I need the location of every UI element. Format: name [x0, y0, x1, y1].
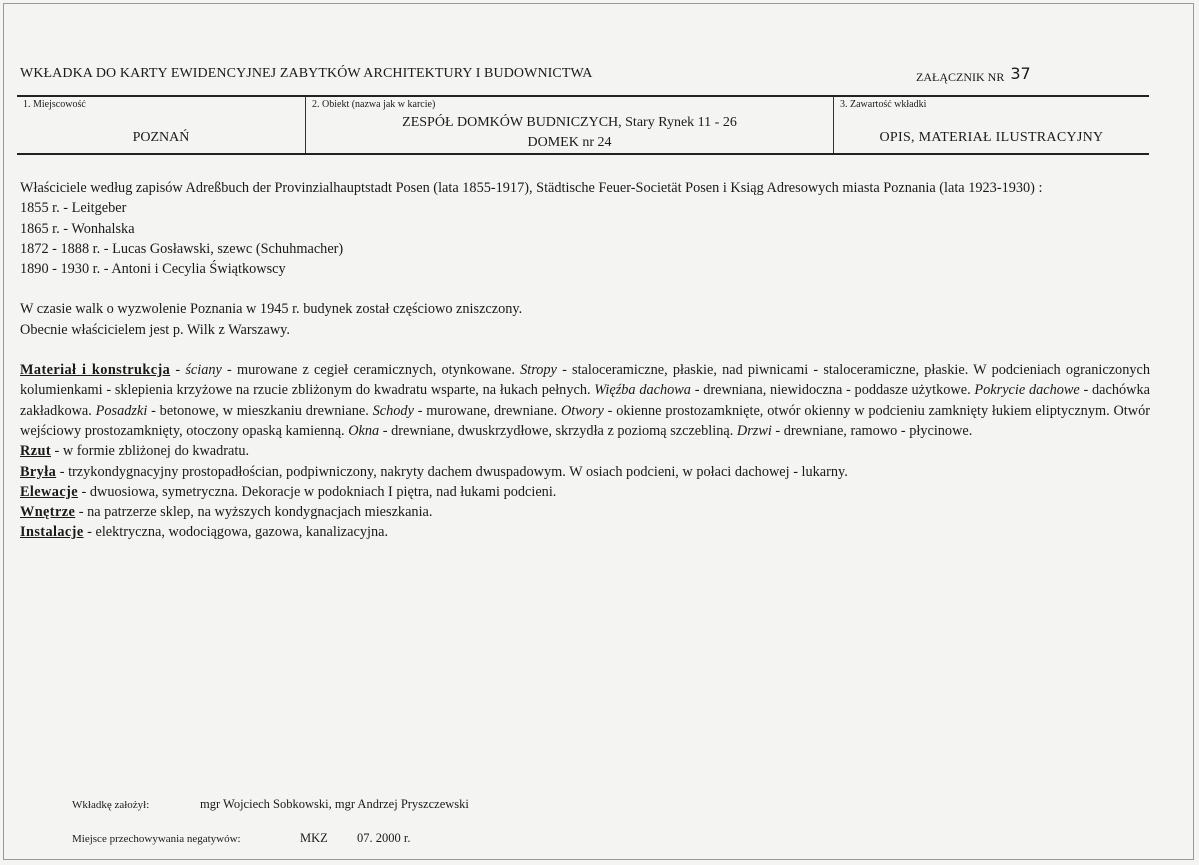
section-heading: Instalacje: [20, 524, 84, 541]
owner-entry: 1872 - 1888 r. - Lucas Gosławski, szewc (Schuhmacher): [20, 240, 344, 257]
section-text: - trzykondygnacyjny prostopadłościan, podpiwniczony, nakryty dachem dwuspadowym. W osiach podcieni, w połaci dachowej - lukarny.: [56, 463, 848, 480]
object-label: 2. Obiekt (nazwa jak w karcie): [312, 99, 436, 110]
material-term: Okna: [348, 422, 380, 439]
section-heading: Elewacje: [20, 483, 78, 500]
annex-label: ZAŁĄCZNIK NR: [916, 70, 1005, 84]
footer-storage: [72, 831, 411, 846]
material-term: Więźba dachowa: [594, 382, 691, 399]
content-label: 3. Zawartość wkładki: [840, 99, 927, 110]
material-text: - dachówka zakładkowa.: [20, 382, 1150, 419]
section-text: - dwuosiowa, symetryczna. Dekoracje w podokniach I piętra, nad łukami podcieni.: [77, 483, 557, 500]
material-text: - okienne prostozamknięte, otwór okienny w podcieniu zamknięty łukiem eliptycznym. Otwór wejściowy prostozamknięty, otoczony opaską kamienną.: [20, 402, 1151, 439]
material-term: ściany: [185, 362, 222, 379]
footer-author: [72, 797, 469, 812]
section-rzut: [20, 441, 1150, 461]
material-text: -: [170, 362, 186, 379]
document-title: WKŁADKA DO KARTY EWIDENCYJNEJ ZABYTKÓW ARCHITEKTURY I BUDOWNICTWA: [20, 66, 593, 81]
material-term: Stropy: [520, 362, 557, 379]
object-value-line2: DOMEK nr 24: [527, 135, 612, 150]
section-heading: Wnętrze: [20, 504, 76, 521]
owner-entry: 1890 - 1930 r. - Antoni i Cecylia Świątkowscy: [20, 261, 286, 278]
annex-number: [916, 66, 1031, 85]
material-text: - murowane z cegieł ceramicznych, otynkowane.: [221, 362, 521, 379]
history-line: Obecnie właścicielem jest p. Wilk z Warszawy.: [20, 321, 290, 338]
author-label: Wkładkę założył:: [72, 799, 150, 811]
section-text: - elektryczna, wodociągowa, gazowa, kanalizacyjna.: [83, 524, 389, 541]
material-text: - betonowe, w mieszkaniu drewniane.: [147, 402, 373, 419]
section-wnetrze: [20, 502, 1150, 522]
section-heading: Bryła: [20, 463, 57, 480]
material-text: - murowane, drewniane.: [413, 402, 561, 419]
section-instalacje: [20, 522, 1150, 542]
material-term: Otwory: [560, 402, 604, 419]
section-text: - na patrzerze sklep, na wyższych kondygnacjach mieszkania.: [75, 504, 433, 521]
author-value: mgr Wojciech Sobkowski, mgr Andrzej Pryszczewski: [200, 797, 469, 811]
material-term: Drzwi: [736, 422, 772, 439]
storage-value: MKZ: [300, 831, 328, 845]
material-heading: Materiał i konstrukcja: [20, 362, 171, 379]
history-line: W czasie walk o wyzwolenie Poznania w 1945 r. budynek został częściowo zniszczony.: [20, 301, 523, 318]
header-fields-table: [17, 95, 1149, 155]
owner-entry: 1855 r. - Leitgeber: [20, 200, 127, 217]
object-value-line1: ZESPÓŁ DOMKÓW BUDNICZYCH, Stary Rynek 11 - 26: [402, 115, 737, 130]
owner-entry: 1865 r. - Wonhalska: [20, 220, 135, 237]
material-text: - staloceramiczne, płaskie, nad piwnicami - staloceramiczne, płaskie. W podcieniach ograniczonych kolumienkami - sklepienia krzyżowe na rzucie zbliżonym do kwadratu wsparte, na łukach pełnych.: [20, 362, 1151, 399]
section-bryla: [20, 462, 1150, 482]
material-term: Schody: [372, 402, 414, 419]
material-text: - drewniane, dwuskrzydłowe, skrzydła z poziomą szczebliną.: [379, 422, 737, 439]
place-value: POZNAŃ: [132, 130, 190, 145]
material-term: Pokrycie dachowe: [974, 382, 1080, 399]
content-cell: [834, 97, 1149, 153]
annex-number-value: 37: [1010, 64, 1031, 83]
material-text: - drewniana, niewidoczna - poddasze użytkowe.: [690, 382, 975, 399]
owners-intro: Właściciele według zapisów Adreßbuch der Provinzialhauptstadt Posen (lata 1855-1917), Städtische Feuer-Societät Posen i Ksiąg Adresowych miasta Poznania (lata 1923-1930) :: [20, 180, 1043, 196]
storage-label: Miejsce przechowywania negatywów:: [72, 833, 241, 845]
description-body: [20, 178, 1150, 543]
material-paragraph: [20, 360, 1150, 441]
place-cell: [17, 97, 305, 153]
material-text: - drewniane, ramowo - płycinowe.: [771, 422, 973, 439]
place-label: 1. Miejscowość: [23, 99, 86, 110]
section-elewacje: [20, 482, 1150, 502]
material-term: Posadzki: [95, 402, 148, 419]
section-text: - w formie zbliżonej do kwadratu.: [50, 443, 250, 460]
section-heading: Rzut: [20, 443, 51, 460]
object-cell: [305, 97, 834, 153]
content-value: OPIS, MATERIAŁ ILUSTRACYJNY: [879, 130, 1104, 145]
storage-date: 07. 2000 r.: [357, 831, 411, 845]
